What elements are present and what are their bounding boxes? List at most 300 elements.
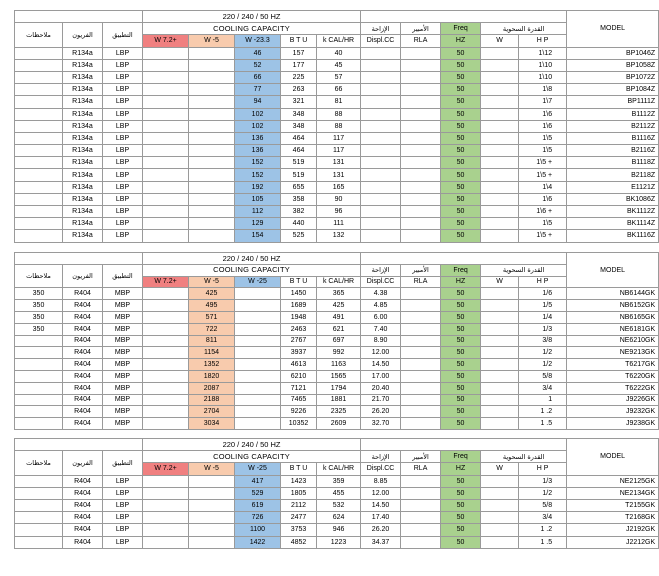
hp-cell: 1\6 + [519,206,567,218]
table-row [15,418,659,430]
watt-high-header: W 7.2+ [143,463,189,475]
watt-medium-cell: 495 [189,300,235,312]
model-header: MODEL [567,253,659,288]
w-cell [481,157,519,169]
refrigerant-cell: R404 [63,359,103,371]
refrigerant-cell: R134a [63,108,103,120]
hp-cell: 3/4 [519,512,567,524]
watt-medium-cell [189,536,235,548]
watt-medium-cell: 425 [189,288,235,300]
displacement-cell [361,120,401,132]
rla-cell [401,359,441,371]
btu-cell: 1805 [281,487,317,499]
kcal-cell: 425 [317,300,361,312]
supply-label: 220 / 240 / 50 HZ [143,253,361,265]
application-cell: LBP [103,487,143,499]
hp-cell: 1\5 + [519,230,567,242]
kcal-cell: 165 [317,181,361,193]
model-cell: BK1114Z [567,218,659,230]
watt-low-cell: 112 [235,206,281,218]
table-row [15,359,659,371]
w-cell [481,382,519,394]
refrigerant-cell: R404 [63,524,103,536]
kcal-cell: 111 [317,218,361,230]
btu-cell: 348 [281,108,317,120]
watt-low-cell: 529 [235,487,281,499]
freq-cell: 50 [441,84,481,96]
table-row [15,181,659,193]
watt-medium-cell: 571 [189,311,235,323]
notes-cell [15,169,63,181]
watt-low-header: W -25 [235,276,281,288]
model-cell: J2212GK [567,536,659,548]
kcal-cell: 40 [317,47,361,59]
watt-medium-cell [189,487,235,499]
blank-cell [361,253,567,265]
btu-cell: 7121 [281,382,317,394]
rla-cell [401,524,441,536]
w-cell [481,335,519,347]
hp-header: H P [519,35,567,47]
model-cell: BK1116Z [567,230,659,242]
watt-medium-cell [189,59,235,71]
kcal-cell: 624 [317,512,361,524]
model-cell: NE2125GK [567,475,659,487]
application-cell: LBP [103,169,143,181]
watt-low-cell: 1100 [235,524,281,536]
watt-medium-cell [189,169,235,181]
watt-high-cell [143,499,189,511]
blank-cell [361,439,567,451]
header-row [15,264,659,276]
kcal-cell: 532 [317,499,361,511]
btu-cell: 6210 [281,370,317,382]
watt-low-cell [235,347,281,359]
watt-medium-cell: 2704 [189,406,235,418]
w-cell [481,120,519,132]
watt-medium-cell [189,475,235,487]
notes-cell [15,406,63,418]
watt-high-cell [143,120,189,132]
watt-low-cell [235,370,281,382]
freq-cell: 50 [441,311,481,323]
w-cell [481,230,519,242]
power-header-ar: القدرة السحوية [481,451,567,463]
watt-high-cell [143,218,189,230]
btu-cell: 2112 [281,499,317,511]
table-row [15,335,659,347]
btu-cell: 10352 [281,418,317,430]
application-cell: LBP [103,512,143,524]
btu-cell: 525 [281,230,317,242]
kcal-cell: 1163 [317,359,361,371]
displacement-cell [361,230,401,242]
hp-cell: 1\7 [519,96,567,108]
application-cell: LBP [103,145,143,157]
w-cell [481,169,519,181]
refrigerant-cell: R404 [63,394,103,406]
hp-cell: 1/5 [519,300,567,312]
watt-high-cell [143,536,189,548]
w-cell [481,71,519,83]
freq-cell: 50 [441,169,481,181]
hp-cell: 3/8 [519,335,567,347]
freq-cell: 50 [441,145,481,157]
blank-cell [361,11,567,23]
w-cell [481,418,519,430]
btu-cell: 1689 [281,300,317,312]
table-row [15,475,659,487]
displacement-cell: 14.50 [361,499,401,511]
table-row [15,406,659,418]
freq-cell: 50 [441,335,481,347]
w-header: W [481,463,519,475]
table-row [15,157,659,169]
kcal-cell: 365 [317,288,361,300]
watt-low-cell [235,300,281,312]
watt-low-cell [235,418,281,430]
btu-cell: 2463 [281,323,317,335]
btu-cell: 157 [281,47,317,59]
displacement-cell: 14.50 [361,359,401,371]
watt-high-cell [143,96,189,108]
refrigerant-cell: R404 [63,512,103,524]
btu-cell: 3937 [281,347,317,359]
cooling-capacity-header: COOLING CAPACITY [143,451,361,463]
spec-table-mbp-r404 [14,252,659,430]
watt-low-cell: 94 [235,96,281,108]
w-cell [481,406,519,418]
watt-medium-header: W -5 [189,276,235,288]
displacement-header-ar: الإزاحة [361,264,401,276]
watt-low-cell: 129 [235,218,281,230]
notes-cell [15,71,63,83]
table-row [15,311,659,323]
rla-header-ar: الأمبير [401,264,441,276]
displacement-cell: 34.37 [361,536,401,548]
hp-cell: 1\4 [519,181,567,193]
btu-cell: 464 [281,145,317,157]
kcal-header: k CAL/HR [317,463,361,475]
freq-cell: 50 [441,323,481,335]
table-row [15,169,659,181]
rla-cell [401,323,441,335]
kcal-cell: 1223 [317,536,361,548]
model-cell: BK1112Z [567,206,659,218]
power-header-ar: القدرة السحوية [481,23,567,35]
btu-cell: 1450 [281,288,317,300]
blank-cell [15,439,143,451]
hz-header: HZ [441,35,481,47]
application-cell: LBP [103,206,143,218]
rla-cell [401,536,441,548]
spec-table-lbp-r134a [14,10,659,243]
btu-cell: 7465 [281,394,317,406]
hp-cell: 1 .2 [519,406,567,418]
application-cell: LBP [103,96,143,108]
w-cell [481,218,519,230]
freq-cell: 50 [441,157,481,169]
watt-high-cell [143,406,189,418]
w-cell [481,206,519,218]
freq-cell: 50 [441,487,481,499]
watt-high-cell [143,475,189,487]
hp-cell: 1 .5 [519,418,567,430]
btu-cell: 348 [281,120,317,132]
hp-cell: 3/4 [519,382,567,394]
refrigerant-header: الفريون [63,264,103,288]
kcal-cell: 1881 [317,394,361,406]
watt-medium-cell [189,218,235,230]
displacement-cell [361,108,401,120]
application-cell: MBP [103,335,143,347]
displacement-cell: 8.90 [361,335,401,347]
freq-header: Freq [441,264,481,276]
table-row [15,524,659,536]
displacement-header-ar: الإزاحة [361,451,401,463]
model-header: MODEL [567,11,659,48]
model-cell: B2112Z [567,120,659,132]
watt-low-cell: 52 [235,59,281,71]
watt-medium-cell [189,193,235,205]
rla-header: RLA [401,463,441,475]
application-cell: LBP [103,193,143,205]
rla-cell [401,347,441,359]
watt-medium-cell [189,84,235,96]
watt-low-cell [235,288,281,300]
model-cell: NB6152GK [567,300,659,312]
notes-cell [15,193,63,205]
hp-header: H P [519,276,567,288]
freq-cell: 50 [441,132,481,144]
w-cell [481,47,519,59]
rla-header-ar: الأمبير [401,451,441,463]
watt-low-cell: 66 [235,71,281,83]
watt-low-header: W -25 [235,463,281,475]
freq-cell: 50 [441,181,481,193]
watt-high-cell [143,47,189,59]
watt-low-cell: 192 [235,181,281,193]
watt-low-cell [235,311,281,323]
freq-cell: 50 [441,96,481,108]
kcal-cell: 96 [317,206,361,218]
watt-medium-cell: 2087 [189,382,235,394]
model-header: MODEL [567,439,659,476]
displacement-cell: 12.00 [361,347,401,359]
watt-medium-cell [189,47,235,59]
kcal-cell: 66 [317,84,361,96]
w-cell [481,145,519,157]
watt-medium-header: W -5 [189,463,235,475]
blank-cell [15,253,143,265]
table-row [15,394,659,406]
btu-cell: 3753 [281,524,317,536]
table-row [15,300,659,312]
notes-cell [15,394,63,406]
rla-cell [401,335,441,347]
model-cell: BP1072Z [567,71,659,83]
refrigerant-cell: R404 [63,499,103,511]
notes-cell [15,181,63,193]
notes-cell: 350 [15,311,63,323]
notes-cell [15,206,63,218]
table-row [15,71,659,83]
refrigerant-cell: R134a [63,230,103,242]
header-row [15,439,659,451]
refrigerant-cell: R404 [63,536,103,548]
watt-high-cell [143,394,189,406]
rla-cell [401,288,441,300]
btu-cell: 4613 [281,359,317,371]
btu-cell: 440 [281,218,317,230]
btu-cell: 4852 [281,536,317,548]
header-row [15,451,659,463]
watt-low-cell: 136 [235,132,281,144]
btu-cell: 464 [281,132,317,144]
table-row [15,499,659,511]
displacement-cell [361,181,401,193]
refrigerant-cell: R404 [63,323,103,335]
freq-cell: 50 [441,536,481,548]
rla-cell [401,47,441,59]
freq-cell: 50 [441,59,481,71]
w-cell [481,487,519,499]
watt-high-cell [143,370,189,382]
hp-cell: 5/8 [519,499,567,511]
rla-cell [401,169,441,181]
application-cell: LBP [103,157,143,169]
kcal-cell: 90 [317,193,361,205]
kcal-cell: 57 [317,71,361,83]
displacement-cell: 20.40 [361,382,401,394]
refrigerant-cell: R404 [63,406,103,418]
rla-header-ar: الأمبير [401,23,441,35]
displacement-cell: 17.40 [361,512,401,524]
hp-cell: 1\12 [519,47,567,59]
w-cell [481,347,519,359]
watt-medium-cell: 3034 [189,418,235,430]
refrigerant-header: الفريون [63,23,103,47]
application-cell: MBP [103,406,143,418]
hp-cell: 1\5 [519,132,567,144]
watt-high-cell [143,193,189,205]
watt-medium-cell: 1154 [189,347,235,359]
notes-cell [15,475,63,487]
watt-high-cell [143,311,189,323]
watt-high-cell [143,84,189,96]
watt-low-cell: 726 [235,512,281,524]
kcal-cell: 117 [317,132,361,144]
w-cell [481,311,519,323]
watt-medium-cell [189,132,235,144]
rla-cell [401,406,441,418]
model-cell: T6222GK [567,382,659,394]
freq-cell: 50 [441,475,481,487]
freq-cell: 50 [441,230,481,242]
application-cell: MBP [103,382,143,394]
watt-high-cell [143,145,189,157]
table-row [15,370,659,382]
rla-cell [401,475,441,487]
hp-cell: 1 .2 [519,524,567,536]
hp-cell: 1\10 [519,59,567,71]
watt-low-cell: 417 [235,475,281,487]
watt-medium-cell [189,71,235,83]
application-cell: LBP [103,120,143,132]
model-cell: E1121Z [567,181,659,193]
notes-cell [15,157,63,169]
notes-cell [15,218,63,230]
refrigerant-cell: R404 [63,347,103,359]
btu-cell: 225 [281,71,317,83]
watt-medium-cell [189,145,235,157]
model-cell: J2192GK [567,524,659,536]
btu-cell: 177 [281,59,317,71]
watt-high-header: W 7.2+ [143,276,189,288]
table-body [15,11,659,243]
watt-medium-cell: 1352 [189,359,235,371]
btu-header: B T U [281,463,317,475]
supply-label: 220 / 240 / 50 HZ [143,11,361,23]
model-cell: BP1084Z [567,84,659,96]
hp-cell: 1\5 [519,218,567,230]
watt-medium-cell [189,524,235,536]
kcal-cell: 88 [317,108,361,120]
displacement-cell [361,169,401,181]
displacement-cell [361,145,401,157]
notes-header: ملاحظات [15,23,63,47]
hz-header: HZ [441,276,481,288]
notes-cell [15,382,63,394]
btu-cell: 1423 [281,475,317,487]
freq-cell: 50 [441,108,481,120]
kcal-cell: 992 [317,347,361,359]
watt-high-header: W 7.2+ [143,35,189,47]
model-cell: NE2134GK [567,487,659,499]
model-cell: B2118Z [567,169,659,181]
table-row [15,96,659,108]
btu-cell: 358 [281,193,317,205]
rla-cell [401,512,441,524]
displacement-cell: 4.38 [361,288,401,300]
kcal-cell: 81 [317,96,361,108]
watt-high-cell [143,335,189,347]
freq-cell: 50 [441,347,481,359]
hp-cell: 1/2 [519,359,567,371]
freq-cell: 50 [441,406,481,418]
freq-cell: 50 [441,218,481,230]
hp-cell: 1/3 [519,323,567,335]
watt-low-cell: 152 [235,157,281,169]
freq-cell: 50 [441,512,481,524]
refrigerant-cell: R404 [63,300,103,312]
refrigerant-cell: R134a [63,145,103,157]
watt-low-cell [235,394,281,406]
w-cell [481,288,519,300]
application-cell: LBP [103,524,143,536]
hp-header: H P [519,463,567,475]
refrigerant-cell: R404 [63,475,103,487]
displacement-cell: 12.00 [361,487,401,499]
table-row [15,47,659,59]
displacement-cell [361,96,401,108]
displacement-cell: 32.70 [361,418,401,430]
watt-medium-cell [189,108,235,120]
watt-low-cell: 105 [235,193,281,205]
watt-medium-cell [189,157,235,169]
table-row [15,132,659,144]
table-row [15,193,659,205]
